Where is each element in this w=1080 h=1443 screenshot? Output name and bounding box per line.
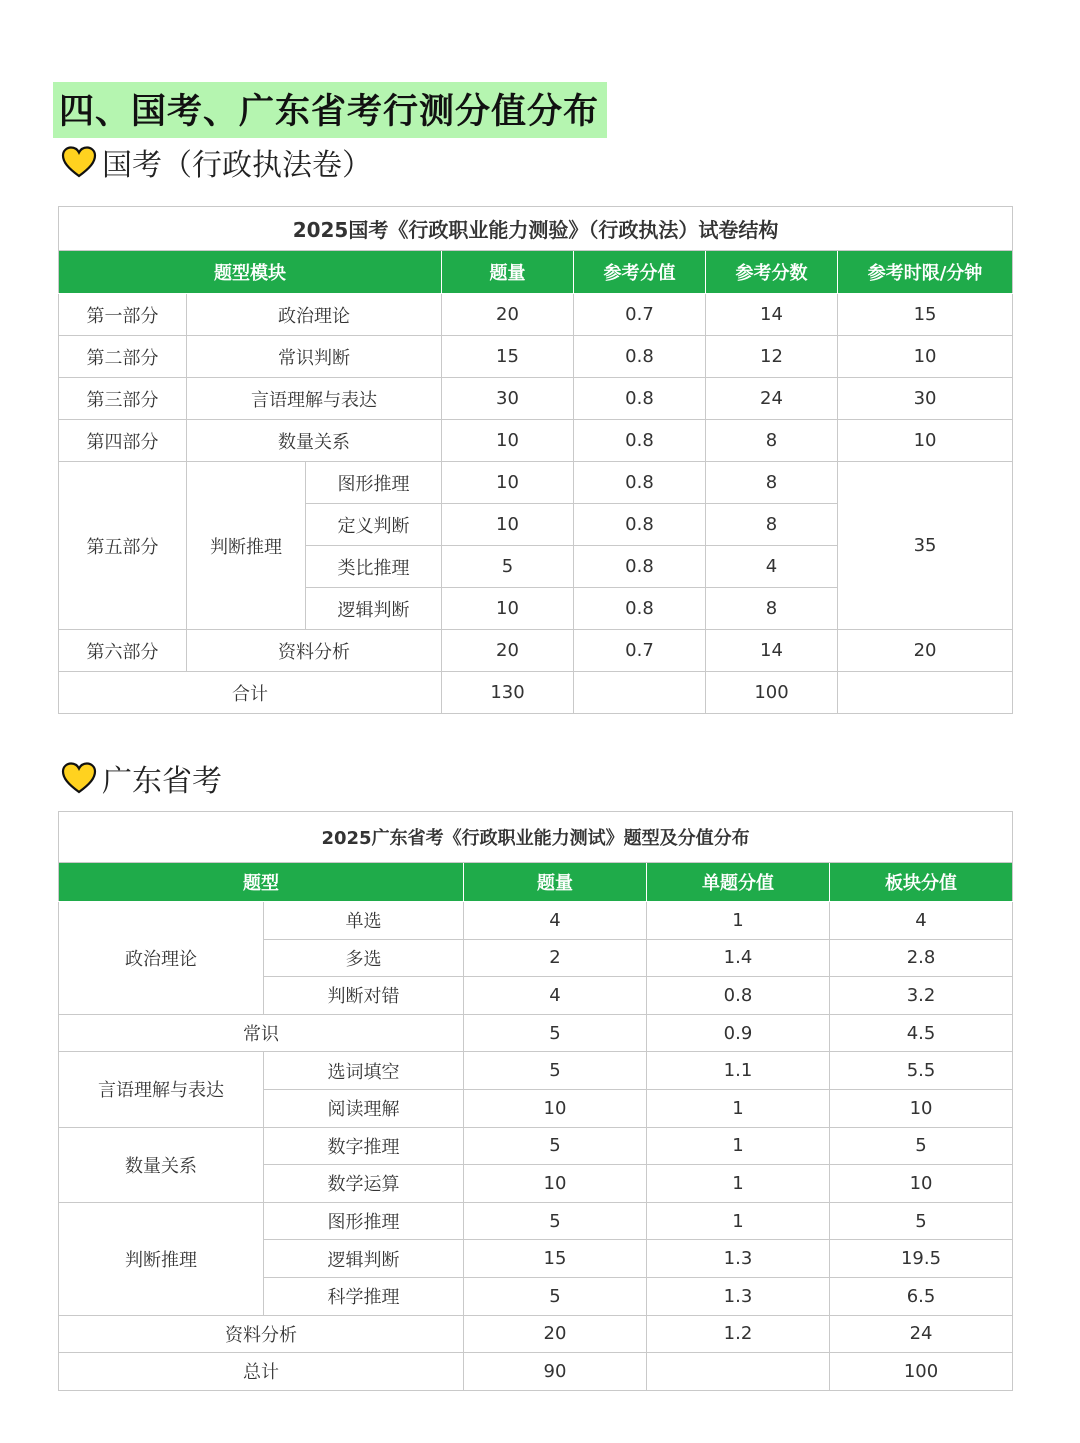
cell-count: 15 (442, 336, 574, 378)
table-caption-row (59, 812, 1013, 863)
cell-unit: 1 (647, 1202, 830, 1240)
table-row (59, 1202, 1013, 1240)
cell-count: 4 (464, 977, 647, 1015)
table-row (59, 1052, 1013, 1090)
cell-count: 5 (464, 1052, 647, 1090)
cell-unit: 1 (647, 1089, 830, 1127)
cell-unit: 1 (647, 1165, 830, 1203)
cell-submodule: 图形推理 (306, 462, 442, 504)
cell-total-label: 合计 (59, 672, 442, 714)
page-title-wrap (53, 82, 607, 138)
cell-category: 判断推理 (59, 1202, 264, 1315)
cell-unit: 1.4 (647, 939, 830, 977)
cell-part: 第一部分 (59, 294, 187, 336)
cell-score: 8 (706, 504, 838, 546)
table-caption-row (59, 207, 1013, 251)
table-row (59, 902, 1013, 940)
cell-count: 20 (464, 1315, 647, 1353)
table-row (59, 420, 1013, 462)
cell-submodule: 逻辑判断 (306, 588, 442, 630)
cell-category: 常识 (59, 1014, 464, 1052)
cell-total: 5 (830, 1127, 1013, 1165)
cell-count: 5 (442, 546, 574, 588)
cell-total-count: 130 (442, 672, 574, 714)
cell-total: 19.5 (830, 1240, 1013, 1278)
cell-part: 第六部分 (59, 630, 187, 672)
header-unit: 单题分值 (647, 863, 830, 902)
table-header-row (59, 251, 1013, 294)
national-exam-table (58, 206, 1013, 714)
cell-unit: 1.3 (647, 1240, 830, 1278)
cell-score: 8 (706, 588, 838, 630)
cell-value: 0.8 (574, 378, 706, 420)
cell-value: 0.7 (574, 294, 706, 336)
header-value: 参考分值 (574, 251, 706, 294)
cell-total: 10 (830, 1089, 1013, 1127)
cell-part: 第三部分 (59, 378, 187, 420)
cell-subtype: 图形推理 (264, 1202, 464, 1240)
table-total-row (59, 672, 1013, 714)
cell-submodule: 定义判断 (306, 504, 442, 546)
cell-category: 资料分析 (59, 1315, 464, 1353)
header-time: 参考时限/分钟 (838, 251, 1013, 294)
cell-score: 12 (706, 336, 838, 378)
cell-count: 5 (464, 1202, 647, 1240)
cell-count: 10 (464, 1089, 647, 1127)
cell-unit: 0.9 (647, 1014, 830, 1052)
cell-category: 政治理论 (59, 902, 264, 1015)
header-total: 板块分值 (830, 863, 1013, 902)
cell-subtype: 多选 (264, 939, 464, 977)
cell-subtype: 逻辑判断 (264, 1240, 464, 1278)
header-count: 题量 (464, 863, 647, 902)
cell-unit: 1 (647, 902, 830, 940)
cell-module: 常识判断 (187, 336, 442, 378)
cell-count: 30 (442, 378, 574, 420)
cell-count: 10 (442, 504, 574, 546)
cell-part: 第二部分 (59, 336, 187, 378)
cell-subtype: 单选 (264, 902, 464, 940)
cell-total: 5 (830, 1202, 1013, 1240)
cell-count: 15 (464, 1240, 647, 1278)
cell-empty (647, 1353, 830, 1391)
table-row (59, 630, 1013, 672)
cell-total-score: 100 (706, 672, 838, 714)
cell-count: 10 (442, 420, 574, 462)
table-row (59, 336, 1013, 378)
yellow-heart-icon (60, 145, 98, 179)
cell-subtype: 数学运算 (264, 1165, 464, 1203)
cell-part: 第四部分 (59, 420, 187, 462)
cell-time: 10 (838, 336, 1013, 378)
cell-total: 4.5 (830, 1014, 1013, 1052)
cell-count: 5 (464, 1014, 647, 1052)
cell-total: 3.2 (830, 977, 1013, 1015)
cell-score: 14 (706, 294, 838, 336)
table-total-row (59, 1353, 1013, 1391)
header-type: 题型 (59, 863, 464, 902)
cell-total: 2.8 (830, 939, 1013, 977)
cell-time: 15 (838, 294, 1013, 336)
cell-total: 10 (830, 1165, 1013, 1203)
cell-value: 0.8 (574, 504, 706, 546)
cell-unit: 1.2 (647, 1315, 830, 1353)
section-heading-national (60, 140, 372, 184)
cell-category: 言语理解与表达 (59, 1052, 264, 1127)
section-heading-label: 国考（行政执法卷） (102, 148, 372, 183)
cell-unit: 1 (647, 1127, 830, 1165)
cell-unit: 1.1 (647, 1052, 830, 1090)
table-caption: 2025国考《行政职业能力测验》（行政执法）试卷结构 (59, 207, 1013, 251)
cell-value: 0.8 (574, 462, 706, 504)
section-heading-guangdong (60, 756, 222, 800)
cell-module: 政治理论 (187, 294, 442, 336)
cell-count: 10 (442, 588, 574, 630)
cell-time: 10 (838, 420, 1013, 462)
cell-time: 30 (838, 378, 1013, 420)
cell-empty (574, 672, 706, 714)
cell-score: 14 (706, 630, 838, 672)
cell-time: 20 (838, 630, 1013, 672)
cell-count: 10 (442, 462, 574, 504)
cell-module: 言语理解与表达 (187, 378, 442, 420)
table-row (59, 378, 1013, 420)
cell-empty (838, 672, 1013, 714)
table-row (59, 1127, 1013, 1165)
cell-subtype: 科学推理 (264, 1277, 464, 1315)
cell-count: 5 (464, 1127, 647, 1165)
yellow-heart-icon (60, 761, 98, 795)
cell-module: 判断推理 (187, 462, 306, 630)
cell-count: 5 (464, 1277, 647, 1315)
table-header-row (59, 863, 1013, 902)
page-title: 四、国考、广东省考行测分值分布 (53, 82, 607, 138)
cell-count: 2 (464, 939, 647, 977)
cell-total: 4 (830, 902, 1013, 940)
cell-count: 10 (464, 1165, 647, 1203)
cell-count: 20 (442, 294, 574, 336)
table-row (59, 1315, 1013, 1353)
cell-count: 4 (464, 902, 647, 940)
cell-subtype: 判断对错 (264, 977, 464, 1015)
table-row (59, 462, 1013, 504)
cell-subtype: 数字推理 (264, 1127, 464, 1165)
header-count: 题量 (442, 251, 574, 294)
section-heading-label: 广东省考 (102, 764, 222, 799)
cell-module: 数量关系 (187, 420, 442, 462)
cell-score: 8 (706, 462, 838, 504)
table-row (59, 294, 1013, 336)
cell-time: 35 (838, 462, 1013, 630)
cell-value: 0.8 (574, 420, 706, 462)
cell-unit: 0.8 (647, 977, 830, 1015)
cell-total-count: 90 (464, 1353, 647, 1391)
table-row (59, 1014, 1013, 1052)
cell-count: 20 (442, 630, 574, 672)
cell-category: 数量关系 (59, 1127, 264, 1202)
guangdong-exam-table (58, 811, 1013, 1391)
header-score: 参考分数 (706, 251, 838, 294)
cell-submodule: 类比推理 (306, 546, 442, 588)
cell-score: 24 (706, 378, 838, 420)
cell-score: 8 (706, 420, 838, 462)
cell-total: 24 (830, 1315, 1013, 1353)
cell-total: 5.5 (830, 1052, 1013, 1090)
header-module: 题型模块 (59, 251, 442, 294)
cell-value: 0.8 (574, 546, 706, 588)
table-caption: 2025广东省考《行政职业能力测试》题型及分值分布 (59, 812, 1013, 863)
cell-module: 资料分析 (187, 630, 442, 672)
cell-total: 6.5 (830, 1277, 1013, 1315)
cell-value: 0.8 (574, 588, 706, 630)
cell-score: 4 (706, 546, 838, 588)
cell-subtype: 选词填空 (264, 1052, 464, 1090)
cell-value: 0.7 (574, 630, 706, 672)
cell-total-label: 总计 (59, 1353, 464, 1391)
cell-subtype: 阅读理解 (264, 1089, 464, 1127)
cell-unit: 1.3 (647, 1277, 830, 1315)
cell-part: 第五部分 (59, 462, 187, 630)
cell-value: 0.8 (574, 336, 706, 378)
cell-total-total: 100 (830, 1353, 1013, 1391)
